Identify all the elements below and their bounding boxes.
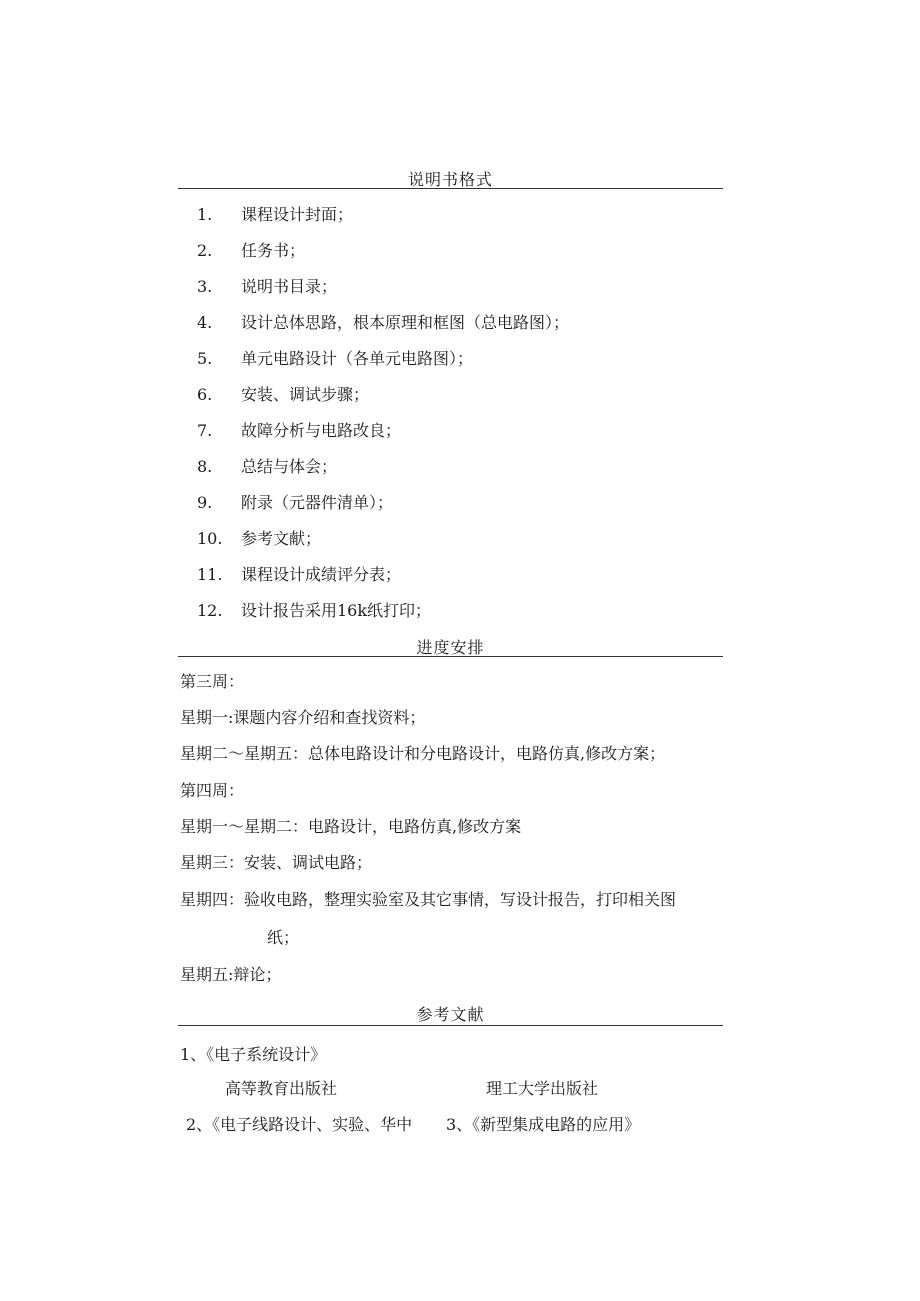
format-item-text: 设计报告采用16k纸打印； bbox=[241, 601, 432, 620]
format-item-text: 单元电路设计（各单元电路图）； bbox=[241, 349, 474, 368]
format-item bbox=[197, 347, 473, 371]
schedule-line: 星期一～星期二：电路设计，电路仿真,修改方案 bbox=[180, 817, 522, 836]
format-item bbox=[197, 491, 393, 515]
schedule-week-heading: 第三周： bbox=[180, 672, 245, 691]
references-section-rule bbox=[178, 1025, 723, 1026]
schedule-line: 星期一:课题内容介绍和查找资料； bbox=[180, 708, 426, 727]
format-item-text: 任务书； bbox=[241, 241, 306, 260]
schedule-section-rule bbox=[178, 656, 723, 657]
schedule-line: 星期三：安装、调试电路； bbox=[180, 853, 373, 872]
reference-publisher: 高等教育出版社 bbox=[225, 1079, 338, 1098]
format-section-title: 说明书格式 bbox=[407, 170, 493, 189]
format-item-number: 11. bbox=[197, 565, 223, 584]
format-item-number: 2. bbox=[197, 241, 213, 260]
schedule-line: 星期四：验收电路，整理实验室及其它事情，写设计报告，打印相关图 bbox=[180, 890, 677, 909]
format-item-text: 说明书目录； bbox=[241, 277, 338, 296]
schedule-week-heading: 第四周： bbox=[180, 781, 245, 800]
schedule-line-continuation: 纸； bbox=[267, 928, 300, 947]
format-item-number: 10. bbox=[197, 529, 223, 548]
reference-item: 1、《电子系统设计》 bbox=[180, 1045, 327, 1064]
format-item bbox=[197, 275, 337, 299]
format-item-text: 附录（元器件清单）； bbox=[241, 493, 394, 512]
format-item bbox=[197, 419, 401, 443]
reference-item: 2、《电子线路设计、实验、华中 bbox=[186, 1115, 413, 1134]
format-item-text: 安装、调试步骤； bbox=[241, 385, 370, 404]
schedule-line: 星期五:辩论； bbox=[180, 965, 282, 984]
format-item-number: 3. bbox=[197, 277, 213, 296]
format-item-number: 6. bbox=[197, 385, 213, 404]
format-item-text: 参考文献； bbox=[241, 529, 322, 548]
format-item-number: 5. bbox=[197, 349, 213, 368]
format-item bbox=[197, 203, 353, 227]
format-item-number: 9. bbox=[197, 493, 213, 512]
format-item bbox=[197, 599, 431, 623]
reference-item: 3、《新型集成电路的应用》 bbox=[446, 1115, 641, 1134]
format-item-text: 设计总体思路，根本原理和框图（总电路图）； bbox=[241, 313, 570, 332]
format-item bbox=[197, 563, 401, 587]
format-item-text: 课程设计成绩评分表； bbox=[241, 565, 402, 584]
schedule-line: 星期二～星期五：总体电路设计和分电路设计，电路仿真,修改方案； bbox=[180, 744, 666, 763]
reference-publisher: 理工大学出版社 bbox=[486, 1079, 599, 1098]
format-item-number: 12. bbox=[197, 601, 223, 620]
format-item bbox=[197, 311, 569, 335]
format-item bbox=[197, 527, 321, 551]
format-item-number: 4. bbox=[197, 313, 213, 332]
schedule-section-title: 进度安排 bbox=[416, 638, 485, 657]
references-section-title: 参考文献 bbox=[416, 1005, 485, 1024]
format-item bbox=[197, 455, 337, 479]
format-item-text: 总结与体会； bbox=[241, 457, 338, 476]
format-item-text: 课程设计封面； bbox=[241, 205, 354, 224]
format-item bbox=[197, 239, 305, 263]
format-item-number: 8. bbox=[197, 457, 213, 476]
format-item-number: 1. bbox=[197, 205, 213, 224]
format-item-number: 7. bbox=[197, 421, 213, 440]
format-item-text: 故障分析与电路改良； bbox=[241, 421, 402, 440]
format-item bbox=[197, 383, 369, 407]
format-section-rule bbox=[178, 188, 723, 189]
